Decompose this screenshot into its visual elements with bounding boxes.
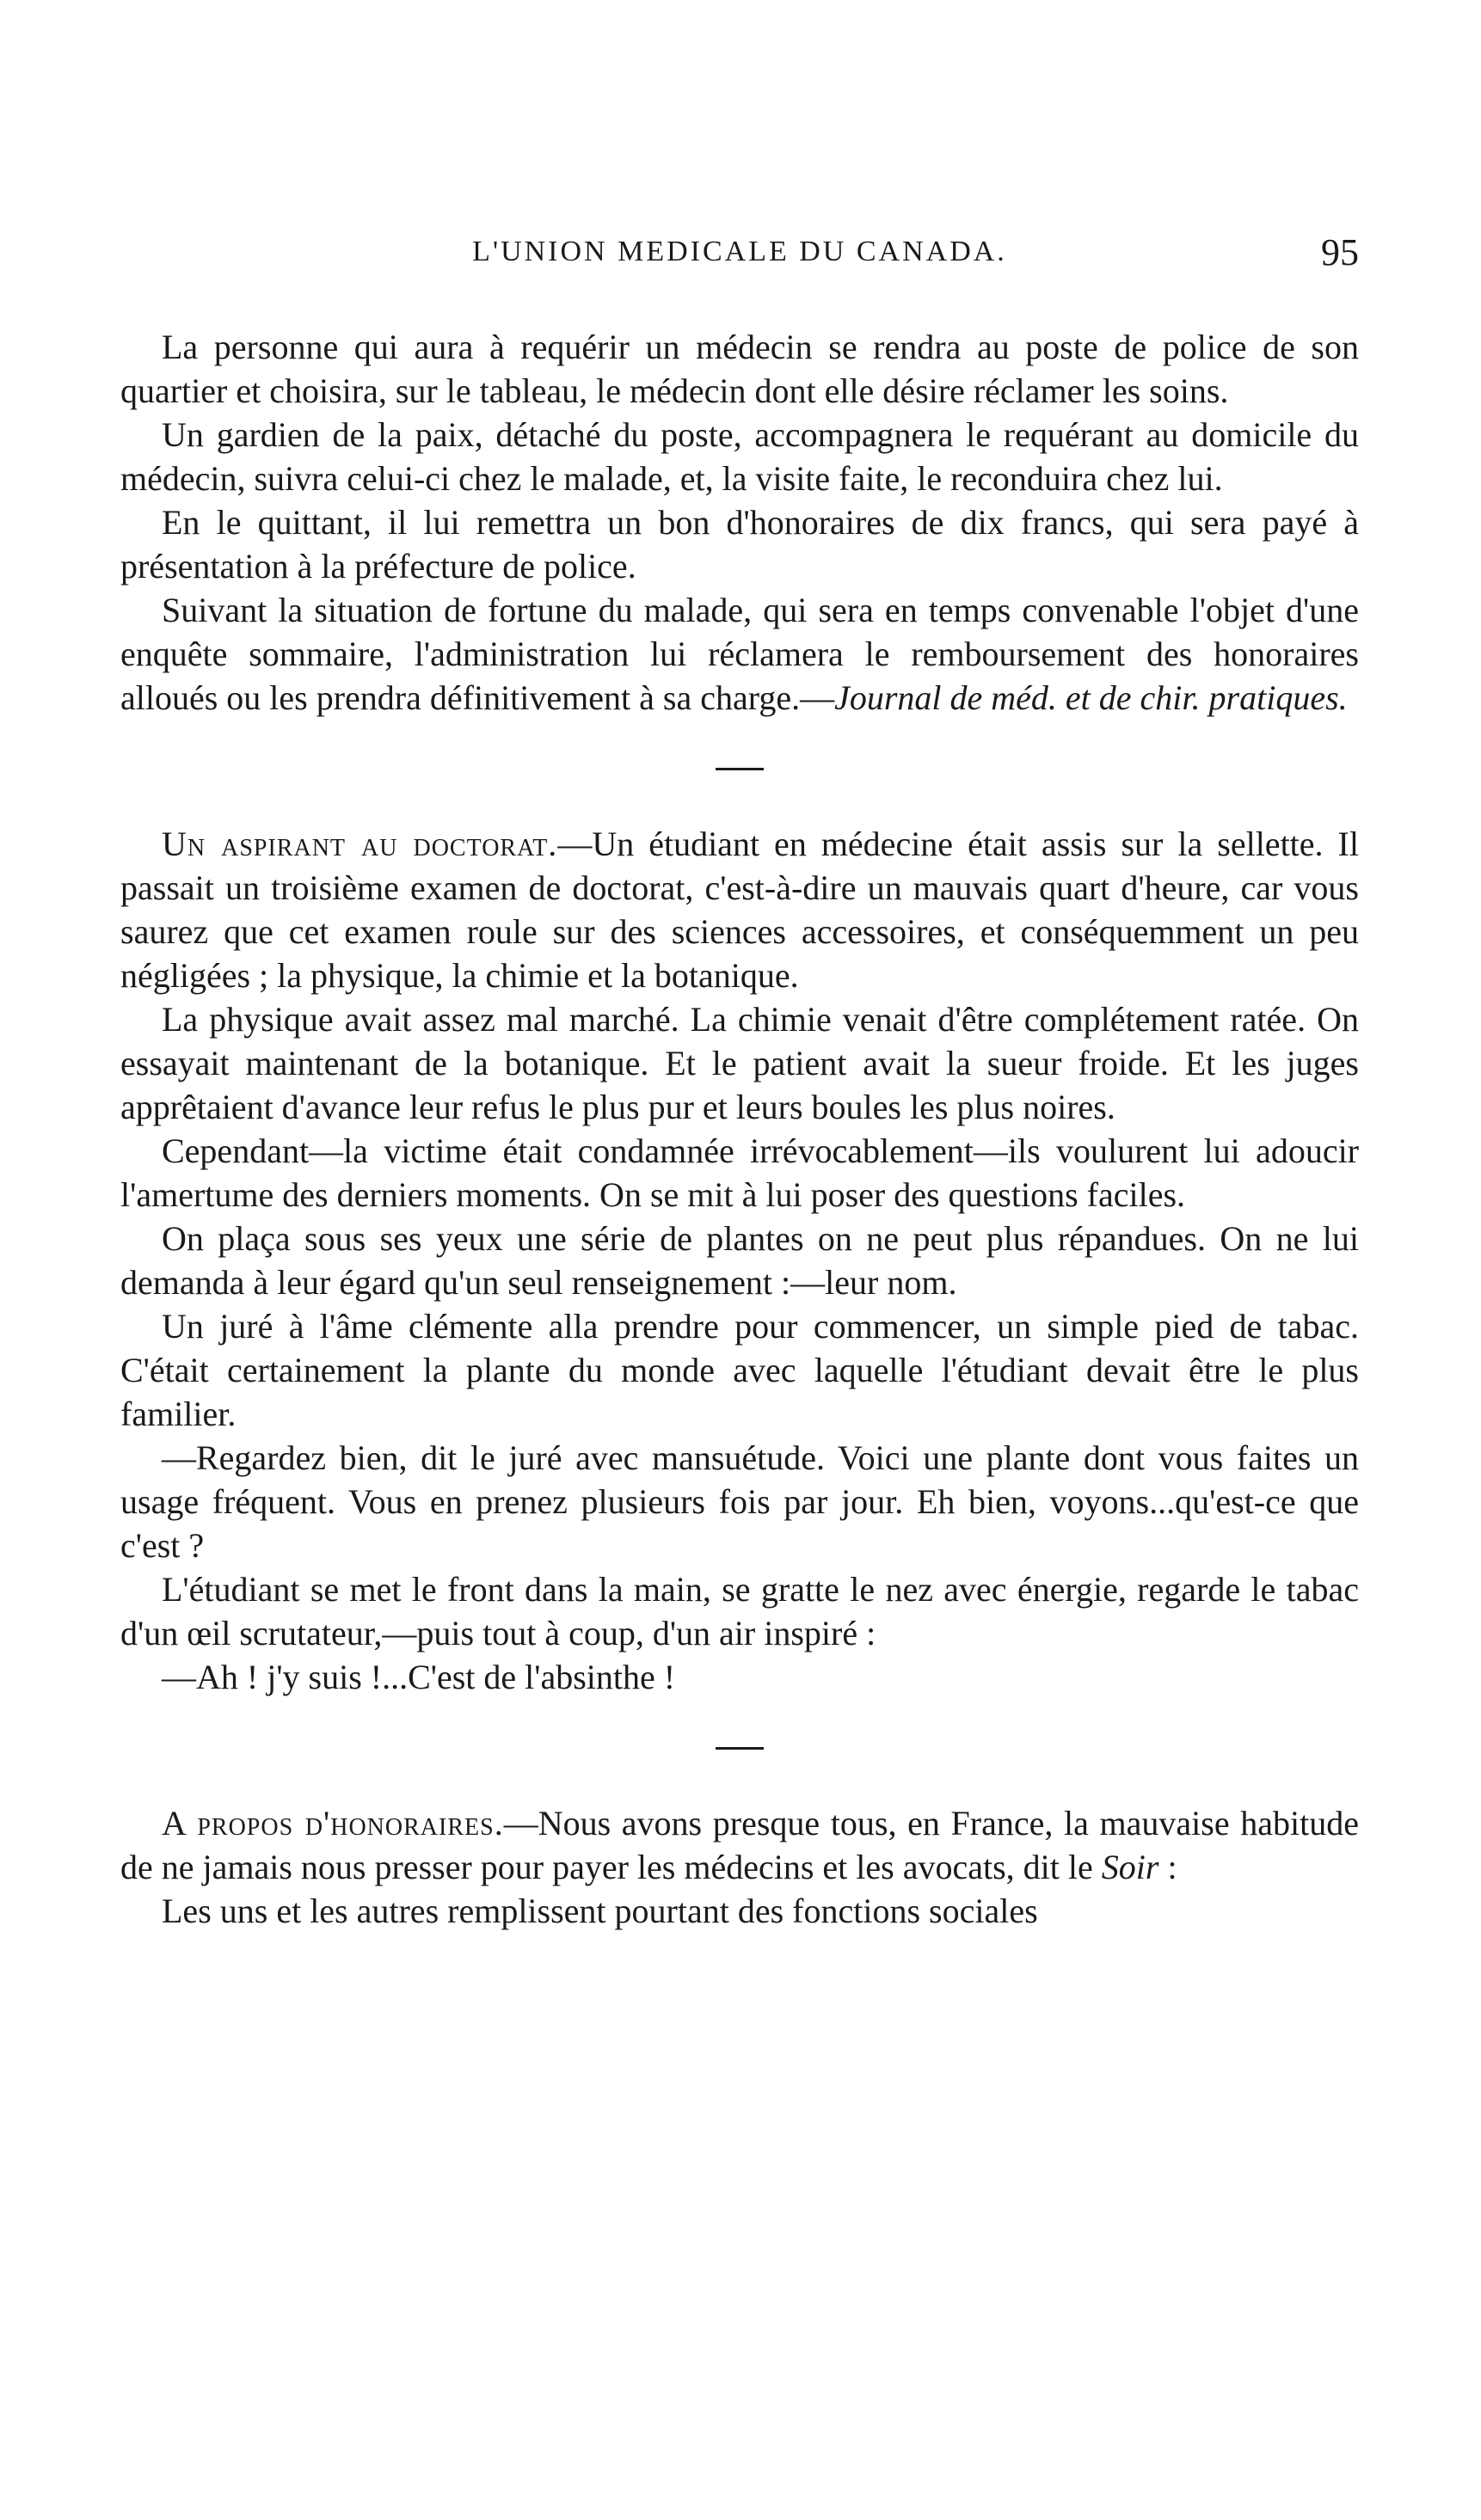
page-body <box>120 325 1359 1933</box>
section-heading: A propos d'honoraires. <box>162 1804 504 1842</box>
paragraph: Un gardien de la paix, détaché du poste, accompagnera le requérant au domicile du médecin, suivra celui-ci chez le malade, et, la visite faite, le reconduira chez lui. <box>120 415 1359 498</box>
paragraph-text: Suivant la situation de fortune du malade, qui sera en temps convenable l'objet d'une enquête sommaire, l'administration lui réclamera le remboursement des honoraires alloués ou les prendra définitivement à sa charge.— <box>120 591 1359 717</box>
paragraph: La personne qui aura à requérir un médecin se rendra au poste de police de son quartier et choisira, sur le tableau, le médecin dont elle désire réclamer les soins. <box>120 328 1359 410</box>
paragraph-text: : <box>1158 1848 1177 1886</box>
page-header <box>120 230 1359 282</box>
paragraph: Les uns et les autres remplissent pourtant des fonctions sociales <box>162 1892 1038 1930</box>
paragraph <box>120 1801 1359 1889</box>
section-divider <box>716 768 764 770</box>
paragraph: L'étudiant se met le front dans la main, se gratte le nez avec énergie, regarde le tabac d'un œil scrutateur,—puis tout à coup, d'un air inspiré : <box>120 1570 1359 1652</box>
paragraph: Cependant—la victime était condamnée irrévocablement—ils voulurent lui adoucir l'amertume des derniers moments. On se mit à lui poser des questions faciles. <box>120 1131 1359 1214</box>
paragraph: Un juré à l'âme clémente alla prendre pour commencer, un simple pied de tabac. C'était certainement la plante du monde avec laquelle l'étudiant devait être le plus familier. <box>120 1307 1359 1433</box>
section-heading: Un aspirant au doctorat. <box>162 825 558 863</box>
section-divider <box>716 1747 764 1750</box>
paragraph: En le quittant, il lui remettra un bon d'honoraires de dix francs, qui sera payé à présentation à la préfecture de police. <box>120 503 1359 586</box>
page-number: 95 <box>1321 231 1359 273</box>
paragraph: —Regardez bien, dit le juré avec mansuétude. Voici une plante dont vous faites un usage fréquent. Vous en prenez plusieurs fois par jour. Eh bien, voyons...qu'est-ce que c'est ? <box>120 1438 1359 1565</box>
source-citation: Journal de méd. et de chir. pratiques. <box>834 678 1348 717</box>
paragraph <box>120 822 1359 997</box>
paragraph-text: —Nous avons presque tous, en France, la mauvaise habitude de ne jamais nous presser pour payer les médecins et les avocats, dit le <box>120 1804 1359 1886</box>
paragraph-text: —Un étudiant en médecine était assis sur la sellette. Il passait un troisième examen de doctorat, c'est-à-dire un mauvais quart d'heure, car vous saurez que cet examen roule sur des sciences accessoires, et conséquemment un peu négligées ; la physique, la chimie et la botanique. <box>120 825 1359 995</box>
running-title: L'UNION MEDICALE DU CANADA. <box>472 236 1007 267</box>
paragraph: —Ah ! j'y suis !...C'est de l'absinthe ! <box>162 1658 676 1696</box>
paragraph: On plaça sous ses yeux une série de plantes on ne peut plus répandues. On ne lui demanda à leur égard qu'un seul renseignement :—leur nom. <box>120 1219 1359 1302</box>
paragraph: La physique avait assez mal marché. La chimie venait d'être complétement ratée. On essayait maintenant de la botanique. Et le patient avait la sueur froide. Et les juges apprêtaient d'avance leur refus le plus pur et leurs boules les plus noires. <box>120 1000 1359 1126</box>
paragraph <box>120 588 1359 720</box>
source-citation: Soir <box>1101 1848 1159 1886</box>
